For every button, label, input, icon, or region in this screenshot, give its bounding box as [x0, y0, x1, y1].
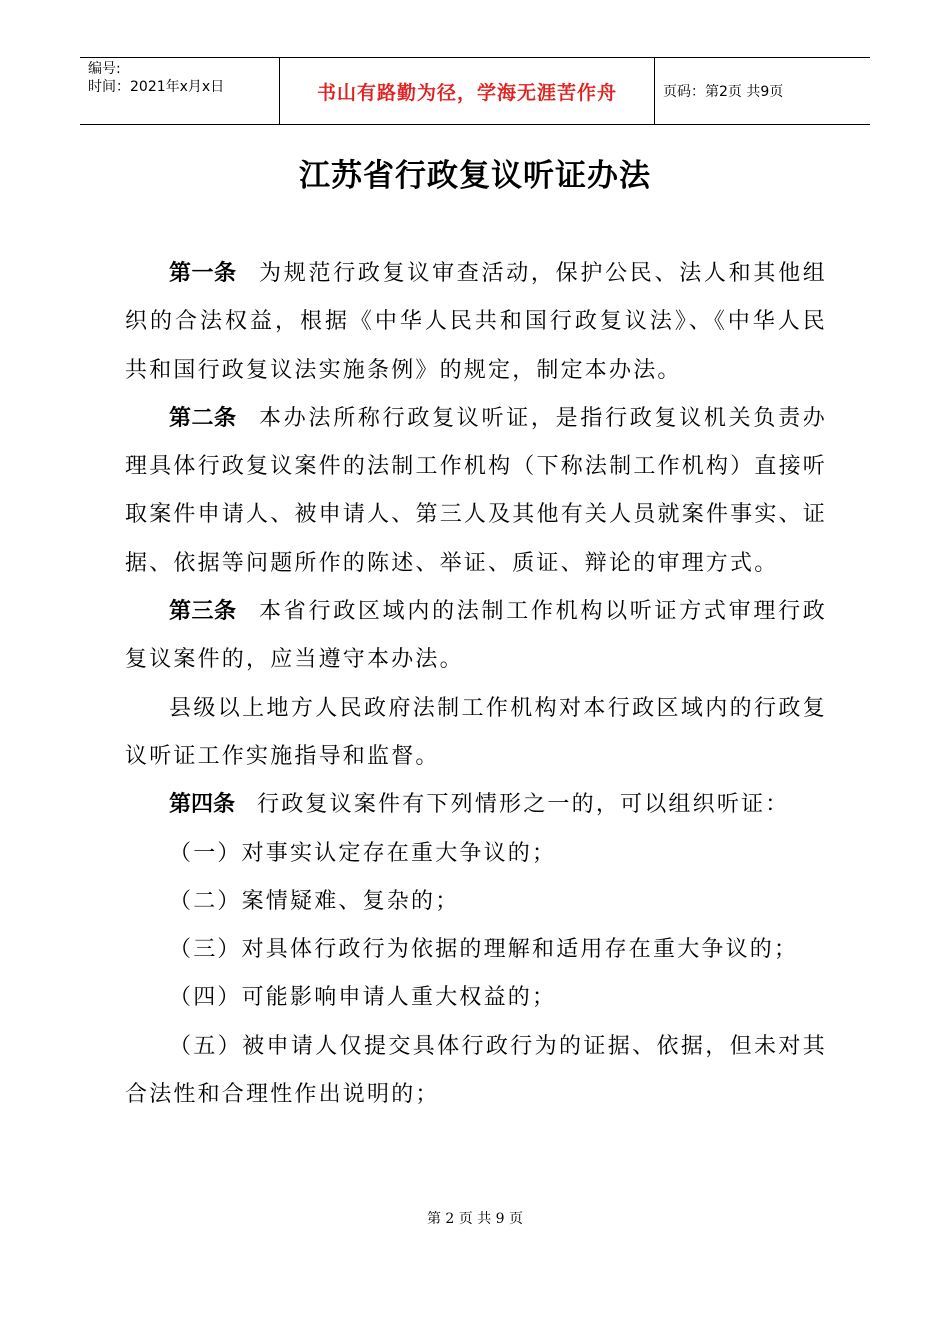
paragraph-text: （二）案情疑难、复杂的； — [169, 888, 460, 914]
article-heading: 第一条 — [169, 261, 237, 286]
page-header — [80, 57, 870, 125]
article-heading: 第三条 — [169, 599, 237, 625]
paragraph-text: （四）可能影响申请人重大权益的； — [169, 985, 557, 1011]
document-time-label: 时间：2021年x月x日 — [88, 79, 225, 95]
list-item — [125, 1023, 827, 1120]
document-title: 江苏省行政复议听证办法 — [299, 158, 651, 194]
paragraph-text: 县级以上地方人民政府法制工作机构对本行政区域内的行政复议听证工作实施指导和监督。 — [125, 695, 827, 769]
paragraph — [125, 685, 827, 782]
paragraph-text: （三）对具体行政行为依据的理解和适用存在重大争议的； — [169, 937, 799, 963]
paragraph-text: 为规范行政复议审查活动，保护公民、法人和其他组织的合法权益，根据《中华人民共和国行政复议法》、《中华人民共和国行政复议法实施条例》的规定，制定本办法。 — [125, 261, 827, 383]
paragraph-text: 本办法所称行政复议听证，是指行政复议机关负责办理具体行政复议案件的法制工作机构（下称法制工作机构）直接听取案件申请人、被申请人、第三人及其他有关人员就案件事实、证据、依据等问题所作的陈述、举证、质证、辩论的审理方式。 — [125, 405, 827, 576]
paragraph-text: 本省行政区域内的法制工作机构以听证方式审理行政复议案件的，应当遵守本办法。 — [125, 599, 827, 673]
article-heading: 第四条 — [169, 792, 236, 818]
paragraph — [125, 250, 827, 395]
page-footer: 第 2 页 共 9 页 — [426, 1211, 524, 1227]
paragraph-text: （一）对事实认定存在重大争议的； — [169, 840, 557, 866]
list-item — [125, 878, 827, 926]
header-motto: 书山有路勤为径，学海无涯苦作舟 — [280, 58, 655, 124]
document-number-label: 编号: — [88, 61, 121, 77]
header-meta — [80, 58, 280, 124]
document-body — [125, 250, 827, 1119]
paragraph — [125, 395, 827, 588]
list-item — [125, 974, 827, 1022]
article-heading: 第二条 — [169, 405, 237, 431]
paragraph-text: （五）被申请人仅提交具体行政行为的证据、依据，但未对其合法性和合理性作出说明的； — [125, 1033, 827, 1108]
list-item — [125, 926, 827, 974]
paragraph-text: 行政复议案件有下列情形之一的，可以组织听证： — [257, 792, 790, 818]
header-page-info: 页码：第2页 共9页 — [663, 84, 784, 100]
paragraph — [125, 781, 827, 829]
paragraph — [125, 588, 827, 685]
list-item — [125, 830, 827, 878]
